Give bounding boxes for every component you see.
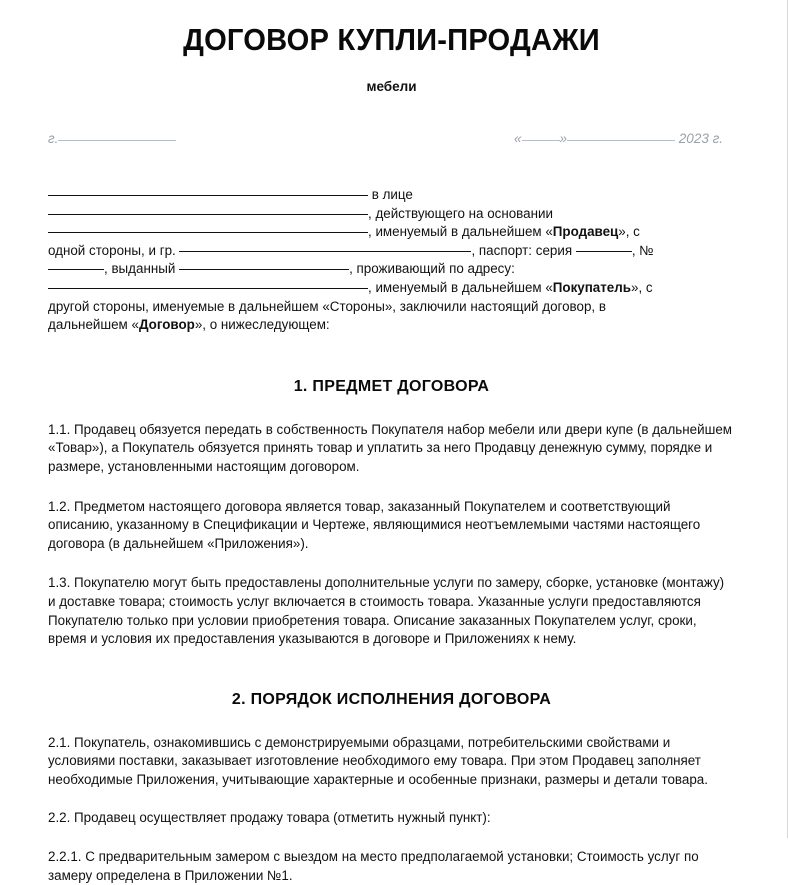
clause-2-2: 2.2. Продавец осуществляет продажу товара (отметить нужный пункт):: [48, 810, 491, 826]
clause-2-1: 2.1. Покупатель, ознакомившись с демонстрируемыми образцами, потребительскими свойствами и условиями поставки, заказывает изготовление необходимого ему товара. При этом Продавец заполняет необходимые Приложения, учитывающие характерные и особенные признаки, размеры и детали товара.: [48, 734, 708, 787]
preamble-line-5: , выданный , проживающий по адресу:: [48, 260, 735, 279]
quote-open: «: [514, 131, 522, 146]
page-subtitle: мебели: [366, 79, 417, 94]
preamble-line-2: , действующего на основании: [48, 205, 735, 224]
preamble-block: [48, 186, 735, 335]
passport-issuer-blank[interactable]: [179, 269, 349, 270]
month-blank[interactable]: [567, 140, 675, 141]
passport-series-blank[interactable]: [576, 251, 632, 252]
buyer-name-blank[interactable]: [179, 251, 471, 252]
passport-number-blank[interactable]: [48, 269, 104, 270]
preamble-line-1: в лице: [48, 186, 735, 205]
city-label: г.: [48, 131, 59, 146]
year-label: 2023 г.: [678, 131, 723, 146]
clause-1-1: 1.1. Продавец обязуется передать в собственность Покупателя набор мебели или двери купе (в дальнейшем «Товар»), а Покупатель обязуется принять товар и уплатить за него Продавцу денежную сумму, порядке и размере, установленными настоящим договором.: [48, 421, 733, 474]
page-title: ДОГОВОР КУПЛИ-ПРОДАЖИ: [183, 22, 600, 57]
preamble-line-3: , именуемый в дальнейшем «Продавец», с: [48, 223, 735, 242]
place-field: [48, 130, 176, 148]
city-blank[interactable]: [58, 140, 176, 141]
contract-term: Договор: [138, 317, 195, 333]
preamble-line-6: , именуемый в дальнейшем «Покупатель», с: [48, 279, 735, 298]
seller-term: Продавец: [552, 224, 619, 240]
clause-1-2: 1.2. Предметом настоящего договора является товар, заказанный Покупателем и соответствующий описанию, указанному в Спецификации и Чертеже, являющимися неотъемлемыми частями настоящего договора (в дальнейшем «Приложения»).: [48, 498, 701, 551]
place-and-date-row: [48, 130, 735, 148]
buyer-address-blank[interactable]: [48, 288, 368, 289]
clause-2-2-1: 2.2.1. С предварительным замером с выездом на место предполагаемой установки; Стоимость услуг по замеру определена в Приложении №1.: [48, 849, 699, 883]
seller-rep-blank[interactable]: [48, 214, 368, 215]
seller-basis-blank[interactable]: [48, 232, 368, 233]
day-blank[interactable]: [522, 140, 560, 141]
date-field: [514, 130, 735, 148]
preamble-line-8: дальнейшем «Договор», о нижеследующем:: [48, 317, 330, 333]
preamble-line-7: другой стороны, именуемые в дальнейшем «Стороны», заключили настоящий договор, в: [48, 298, 606, 314]
preamble-line-4: одной стороны, и гр. , паспорт: серия , №: [48, 242, 654, 258]
section-heading-1: 1. ПРЕДМЕТ ДОГОВОРА: [293, 377, 490, 395]
quote-close: »: [559, 131, 568, 146]
seller-name-blank[interactable]: [48, 195, 368, 196]
section-heading-2: 2. ПОРЯДОК ИСПОЛНЕНИЯ ДОГОВОРА: [231, 690, 552, 708]
buyer-term: Покупатель: [552, 279, 631, 295]
clause-1-3: 1.3. Покупателю могут быть предоставлены дополнительные услуги по замеру, сборке, установке (монтажу) и доставке товара; стоимость услуг включается в стоимость товара. Указанные услуги предоставляются Покупателю только при условии приобретения товара. Описание заказанных Покупателем услуг, сроки, время и условия их предоставления указываются в договоре и Приложениях к нему.: [48, 575, 725, 647]
